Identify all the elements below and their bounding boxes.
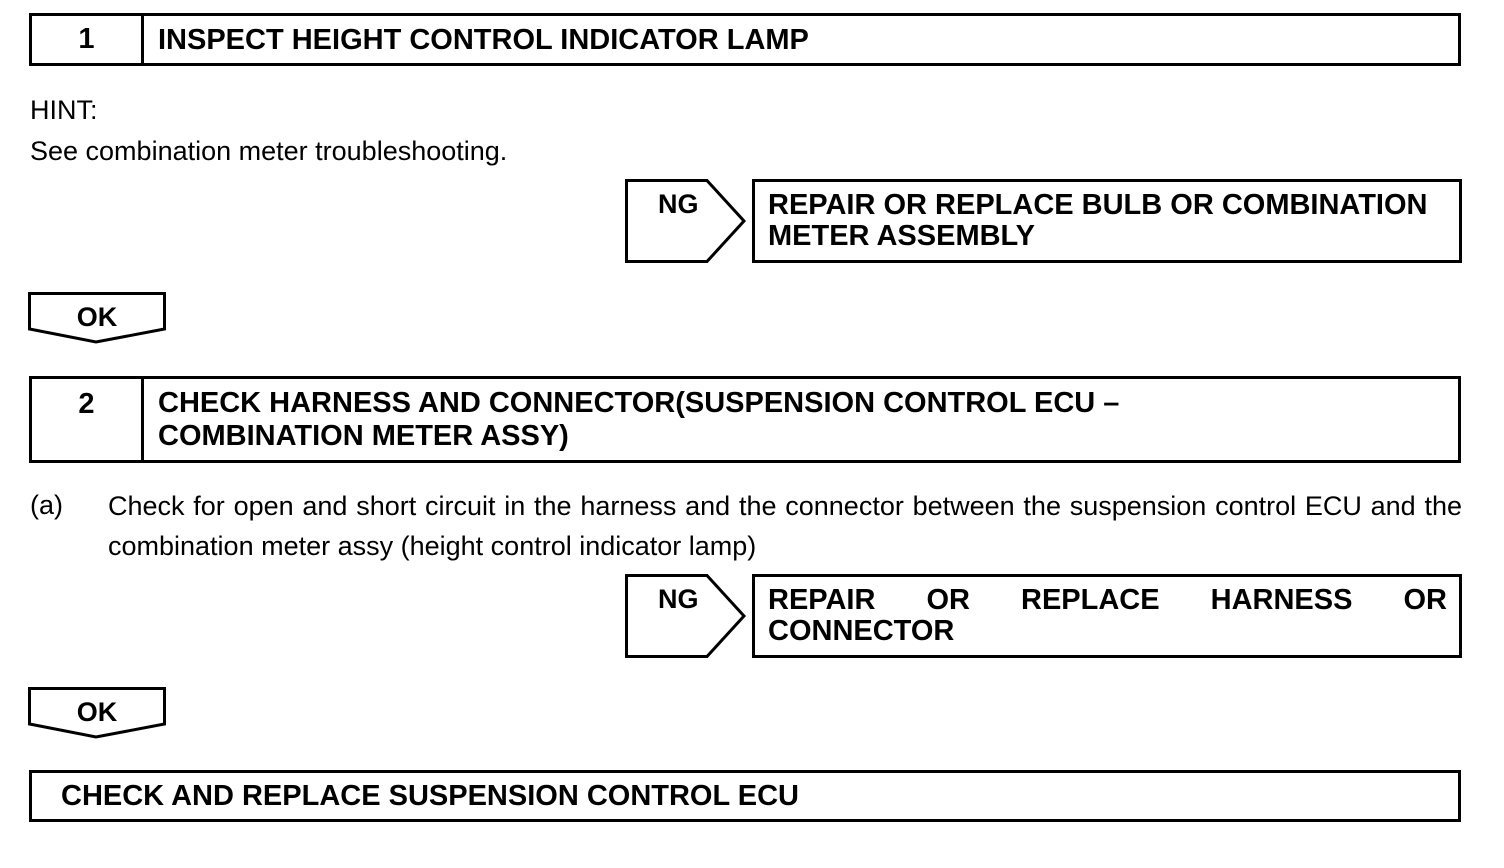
hint-text: See combination meter troubleshooting. bbox=[30, 136, 508, 166]
step-1-ng-action bbox=[752, 179, 1462, 263]
step-2-ng-label: NG bbox=[658, 584, 699, 614]
step-1-ok-label: OK bbox=[76, 302, 118, 332]
step-2-number: 2 bbox=[32, 379, 144, 460]
step-2-ng-action-line-2: CONNECTOR bbox=[768, 615, 955, 647]
step-2-ok-label: OK bbox=[76, 697, 118, 727]
step-2-title-line-1: CHECK HARNESS AND CONNECTOR(SUSPENSION CONTROL ECU – bbox=[158, 387, 1120, 419]
step-2-ng-action-line-1: REPAIR OR REPLACE HARNESS OR bbox=[768, 584, 1447, 616]
final-action-text: CHECK AND REPLACE SUSPENSION CONTROL ECU bbox=[61, 780, 799, 812]
step-1-ng-action-line-1: REPAIR OR REPLACE BULB OR COMBINATION bbox=[768, 189, 1428, 221]
step-1-ng-action-line-2: METER ASSEMBLY bbox=[768, 220, 1035, 252]
hint-label: HINT: bbox=[30, 95, 98, 125]
step-1-ng-label: NG bbox=[658, 189, 699, 219]
step-2-header bbox=[29, 376, 1461, 463]
step-2-ng-action bbox=[752, 574, 1462, 658]
sub-step-a-label: (a) bbox=[30, 490, 63, 520]
step-1-number: 1 bbox=[32, 16, 144, 63]
sub-step-a-text: Check for open and short circuit in the harness and the connector between the suspension control ECU and the combination meter assy (height control indicator lamp) bbox=[108, 491, 1462, 561]
final-action bbox=[29, 770, 1461, 822]
step-1-header bbox=[29, 13, 1461, 66]
step-2-title bbox=[158, 387, 1444, 453]
step-2-title-line-2: COMBINATION METER ASSY) bbox=[158, 420, 569, 452]
step-1-title: INSPECT HEIGHT CONTROL INDICATOR LAMP bbox=[158, 24, 809, 56]
